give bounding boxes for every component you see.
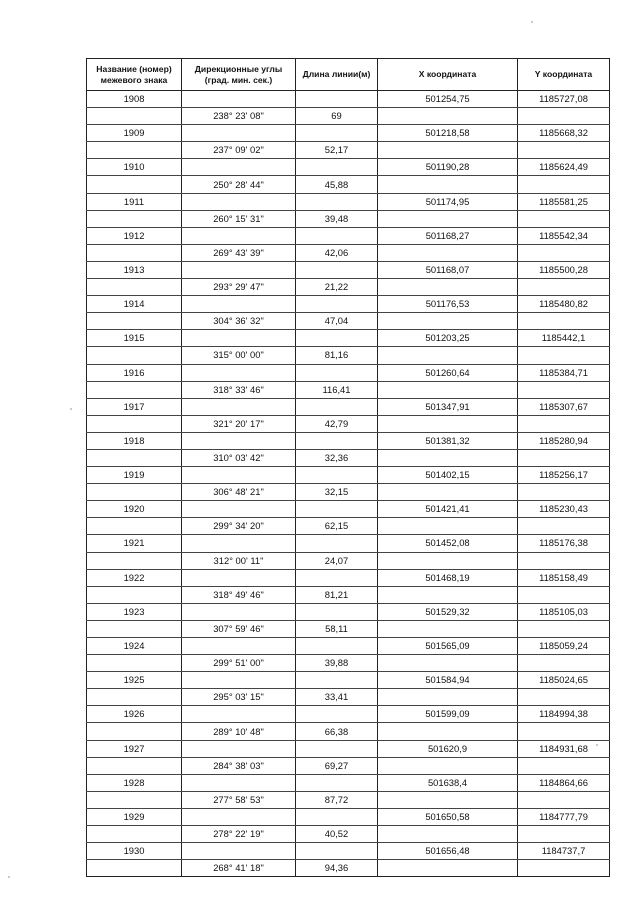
table-row-point <box>87 193 610 210</box>
empty-cell <box>518 655 610 672</box>
marker-name-cell: 1918 <box>87 432 182 449</box>
table-body <box>87 91 610 877</box>
empty-cell <box>87 313 182 330</box>
empty-cell <box>518 210 610 227</box>
y-coordinate-cell: 1185105,03 <box>518 603 610 620</box>
empty-cell <box>518 484 610 501</box>
header-y-coordinate: Y координата <box>518 59 610 91</box>
empty-cell <box>182 706 296 723</box>
direction-angle-cell: 312° 00' 11" <box>182 552 296 569</box>
direction-angle-cell: 318° 33' 46" <box>182 381 296 398</box>
marker-name-cell: 1924 <box>87 638 182 655</box>
scan-speck <box>531 21 533 23</box>
table-header-row <box>87 59 610 91</box>
empty-cell <box>182 159 296 176</box>
table-row-point <box>87 330 610 347</box>
table-row-segment <box>87 381 610 398</box>
direction-angle-cell: 260° 15' 31" <box>182 210 296 227</box>
marker-name-cell: 1919 <box>87 467 182 484</box>
header-direction-angle: Дирекционные углы (град. мин. сек.) <box>182 59 296 91</box>
empty-cell <box>518 586 610 603</box>
marker-name-cell: 1912 <box>87 227 182 244</box>
y-coordinate-cell: 1184994,38 <box>518 706 610 723</box>
empty-cell <box>296 843 378 860</box>
empty-cell <box>378 210 518 227</box>
line-length-cell: 94,36 <box>296 860 378 877</box>
y-coordinate-cell: 1184931,68 <box>518 740 610 757</box>
empty-cell <box>87 689 182 706</box>
table-row-segment <box>87 415 610 432</box>
line-length-cell: 24,07 <box>296 552 378 569</box>
direction-angle-cell: 307° 59' 46" <box>182 620 296 637</box>
direction-angle-cell: 318° 49' 46" <box>182 586 296 603</box>
direction-angle-cell: 321° 20' 17" <box>182 415 296 432</box>
empty-cell <box>182 330 296 347</box>
y-coordinate-cell: 1185668,32 <box>518 125 610 142</box>
line-length-cell: 45,88 <box>296 176 378 193</box>
line-length-cell: 87,72 <box>296 791 378 808</box>
x-coordinate-cell: 501452,08 <box>378 535 518 552</box>
empty-cell <box>296 227 378 244</box>
table-row-segment <box>87 142 610 159</box>
marker-name-cell: 1908 <box>87 91 182 108</box>
direction-angle-cell: 295° 03' 15" <box>182 689 296 706</box>
table-row-segment <box>87 620 610 637</box>
scan-speck <box>70 408 72 410</box>
x-coordinate-cell: 501347,91 <box>378 398 518 415</box>
x-coordinate-cell: 501656,48 <box>378 843 518 860</box>
line-length-cell: 42,79 <box>296 415 378 432</box>
empty-cell <box>378 108 518 125</box>
empty-cell <box>182 843 296 860</box>
empty-cell <box>518 723 610 740</box>
empty-cell <box>182 227 296 244</box>
x-coordinate-cell: 501203,25 <box>378 330 518 347</box>
y-coordinate-cell: 1184864,66 <box>518 774 610 791</box>
y-coordinate-cell: 1185480,82 <box>518 296 610 313</box>
empty-cell <box>378 313 518 330</box>
empty-cell <box>87 757 182 774</box>
empty-cell <box>182 569 296 586</box>
empty-cell <box>378 142 518 159</box>
empty-cell <box>296 91 378 108</box>
empty-cell <box>182 501 296 518</box>
direction-angle-cell: 293° 29' 47" <box>182 279 296 296</box>
x-coordinate-cell: 501638,4 <box>378 774 518 791</box>
empty-cell <box>87 826 182 843</box>
x-coordinate-cell: 501402,15 <box>378 467 518 484</box>
empty-cell <box>87 381 182 398</box>
empty-cell <box>296 501 378 518</box>
line-length-cell: 32,36 <box>296 449 378 466</box>
empty-cell <box>87 620 182 637</box>
empty-cell <box>87 415 182 432</box>
empty-cell <box>378 279 518 296</box>
table-row-segment <box>87 347 610 364</box>
marker-name-cell: 1915 <box>87 330 182 347</box>
x-coordinate-cell: 501168,27 <box>378 227 518 244</box>
empty-cell <box>182 296 296 313</box>
table-row-point <box>87 569 610 586</box>
table-row-segment <box>87 586 610 603</box>
x-coordinate-cell: 501650,58 <box>378 808 518 825</box>
marker-name-cell: 1911 <box>87 193 182 210</box>
empty-cell <box>378 860 518 877</box>
empty-cell <box>182 603 296 620</box>
table-row-point <box>87 364 610 381</box>
table-row-point <box>87 432 610 449</box>
empty-cell <box>378 347 518 364</box>
empty-cell <box>518 518 610 535</box>
empty-cell <box>296 569 378 586</box>
line-length-cell: 47,04 <box>296 313 378 330</box>
direction-angle-cell: 268° 41' 18" <box>182 860 296 877</box>
x-coordinate-cell: 501529,32 <box>378 603 518 620</box>
empty-cell <box>378 415 518 432</box>
table-row-point <box>87 774 610 791</box>
marker-name-cell: 1925 <box>87 672 182 689</box>
direction-angle-cell: 310° 03' 42" <box>182 449 296 466</box>
empty-cell <box>182 193 296 210</box>
direction-angle-cell: 250° 28' 44" <box>182 176 296 193</box>
empty-cell <box>87 279 182 296</box>
x-coordinate-cell: 501168,07 <box>378 261 518 278</box>
line-length-cell: 39,48 <box>296 210 378 227</box>
empty-cell <box>87 210 182 227</box>
marker-name-cell: 1914 <box>87 296 182 313</box>
empty-cell <box>87 244 182 261</box>
empty-cell <box>296 364 378 381</box>
table-row-segment <box>87 860 610 877</box>
line-length-cell: 69 <box>296 108 378 125</box>
marker-name-cell: 1928 <box>87 774 182 791</box>
y-coordinate-cell: 1185158,49 <box>518 569 610 586</box>
table-row-point <box>87 296 610 313</box>
empty-cell <box>518 347 610 364</box>
table-row-point <box>87 467 610 484</box>
empty-cell <box>378 381 518 398</box>
empty-cell <box>296 467 378 484</box>
table-row-point <box>87 91 610 108</box>
table-row-point <box>87 808 610 825</box>
empty-cell <box>182 364 296 381</box>
line-length-cell: 81,21 <box>296 586 378 603</box>
empty-cell <box>378 620 518 637</box>
direction-angle-cell: 278° 22' 19" <box>182 826 296 843</box>
empty-cell <box>378 518 518 535</box>
x-coordinate-cell: 501218,58 <box>378 125 518 142</box>
line-length-cell: 32,15 <box>296 484 378 501</box>
table-row-segment <box>87 791 610 808</box>
empty-cell <box>87 449 182 466</box>
y-coordinate-cell: 1185500,28 <box>518 261 610 278</box>
empty-cell <box>378 244 518 261</box>
x-coordinate-cell: 501599,09 <box>378 706 518 723</box>
empty-cell <box>87 655 182 672</box>
empty-cell <box>296 398 378 415</box>
direction-angle-cell: 299° 51' 00" <box>182 655 296 672</box>
line-length-cell: 42,06 <box>296 244 378 261</box>
empty-cell <box>518 791 610 808</box>
marker-name-cell: 1913 <box>87 261 182 278</box>
scan-speck <box>596 744 598 746</box>
y-coordinate-cell: 1185256,17 <box>518 467 610 484</box>
empty-cell <box>182 808 296 825</box>
marker-name-cell: 1923 <box>87 603 182 620</box>
empty-cell <box>518 449 610 466</box>
y-coordinate-cell: 1185024,65 <box>518 672 610 689</box>
header-marker-name: Название (номер) межевого знака <box>87 59 182 91</box>
x-coordinate-cell: 501421,41 <box>378 501 518 518</box>
empty-cell <box>378 689 518 706</box>
table-row-segment <box>87 518 610 535</box>
marker-name-cell: 1917 <box>87 398 182 415</box>
empty-cell <box>182 398 296 415</box>
table-row-point <box>87 159 610 176</box>
x-coordinate-cell: 501260,64 <box>378 364 518 381</box>
direction-angle-cell: 299° 34' 20" <box>182 518 296 535</box>
x-coordinate-cell: 501174,95 <box>378 193 518 210</box>
empty-cell <box>518 279 610 296</box>
empty-cell <box>518 244 610 261</box>
line-length-cell: 62,15 <box>296 518 378 535</box>
header-line-length: Длина линии(м) <box>296 59 378 91</box>
marker-name-cell: 1916 <box>87 364 182 381</box>
table-row-segment <box>87 313 610 330</box>
empty-cell <box>182 535 296 552</box>
marker-name-cell: 1929 <box>87 808 182 825</box>
x-coordinate-cell: 501620,9 <box>378 740 518 757</box>
table-row-segment <box>87 279 610 296</box>
y-coordinate-cell: 1185280,94 <box>518 432 610 449</box>
empty-cell <box>518 826 610 843</box>
empty-cell <box>296 535 378 552</box>
table-row-point <box>87 740 610 757</box>
direction-angle-cell: 269° 43' 39" <box>182 244 296 261</box>
table-row-segment <box>87 723 610 740</box>
empty-cell <box>296 193 378 210</box>
marker-name-cell: 1920 <box>87 501 182 518</box>
table-row-point <box>87 227 610 244</box>
empty-cell <box>182 125 296 142</box>
x-coordinate-cell: 501190,28 <box>378 159 518 176</box>
table-row-segment <box>87 689 610 706</box>
empty-cell <box>296 330 378 347</box>
empty-cell <box>182 91 296 108</box>
y-coordinate-cell: 1184737,7 <box>518 843 610 860</box>
empty-cell <box>296 808 378 825</box>
empty-cell <box>296 638 378 655</box>
empty-cell <box>378 586 518 603</box>
empty-cell <box>87 860 182 877</box>
empty-cell <box>518 381 610 398</box>
table-row-segment <box>87 449 610 466</box>
empty-cell <box>518 108 610 125</box>
table-row-point <box>87 672 610 689</box>
marker-name-cell: 1926 <box>87 706 182 723</box>
marker-name-cell: 1922 <box>87 569 182 586</box>
marker-name-cell: 1910 <box>87 159 182 176</box>
empty-cell <box>182 467 296 484</box>
empty-cell <box>87 552 182 569</box>
empty-cell <box>182 261 296 278</box>
table-row-point <box>87 125 610 142</box>
table-row-segment <box>87 655 610 672</box>
marker-name-cell: 1909 <box>87 125 182 142</box>
x-coordinate-cell: 501381,32 <box>378 432 518 449</box>
table-row-point <box>87 603 610 620</box>
header-x-coordinate: X координата <box>378 59 518 91</box>
line-length-cell: 58,11 <box>296 620 378 637</box>
table-row-point <box>87 398 610 415</box>
direction-angle-cell: 284° 38' 03" <box>182 757 296 774</box>
table-row-point <box>87 261 610 278</box>
boundary-coordinates-table <box>86 58 610 877</box>
empty-cell <box>87 347 182 364</box>
y-coordinate-cell: 1184777,79 <box>518 808 610 825</box>
empty-cell <box>296 603 378 620</box>
empty-cell <box>378 449 518 466</box>
line-length-cell: 69,27 <box>296 757 378 774</box>
y-coordinate-cell: 1185384,71 <box>518 364 610 381</box>
y-coordinate-cell: 1185176,38 <box>518 535 610 552</box>
table-row-point <box>87 706 610 723</box>
table-row-point <box>87 535 610 552</box>
x-coordinate-cell: 501584,94 <box>378 672 518 689</box>
line-length-cell: 116,41 <box>296 381 378 398</box>
direction-angle-cell: 315° 00' 00" <box>182 347 296 364</box>
y-coordinate-cell: 1185230,43 <box>518 501 610 518</box>
empty-cell <box>518 176 610 193</box>
y-coordinate-cell: 1185727,08 <box>518 91 610 108</box>
empty-cell <box>87 723 182 740</box>
empty-cell <box>518 313 610 330</box>
empty-cell <box>87 791 182 808</box>
empty-cell <box>182 638 296 655</box>
table-row-point <box>87 501 610 518</box>
empty-cell <box>518 860 610 877</box>
empty-cell <box>518 757 610 774</box>
empty-cell <box>87 142 182 159</box>
y-coordinate-cell: 1185307,67 <box>518 398 610 415</box>
line-length-cell: 66,38 <box>296 723 378 740</box>
empty-cell <box>87 484 182 501</box>
y-coordinate-cell: 1185059,24 <box>518 638 610 655</box>
line-length-cell: 52,17 <box>296 142 378 159</box>
empty-cell <box>296 672 378 689</box>
line-length-cell: 39,88 <box>296 655 378 672</box>
line-length-cell: 21,22 <box>296 279 378 296</box>
empty-cell <box>378 176 518 193</box>
x-coordinate-cell: 501176,53 <box>378 296 518 313</box>
empty-cell <box>378 826 518 843</box>
marker-name-cell: 1921 <box>87 535 182 552</box>
empty-cell <box>518 620 610 637</box>
table-row-point <box>87 638 610 655</box>
direction-angle-cell: 304° 36' 32" <box>182 313 296 330</box>
empty-cell <box>518 415 610 432</box>
direction-angle-cell: 289° 10' 48" <box>182 723 296 740</box>
empty-cell <box>378 723 518 740</box>
empty-cell <box>378 791 518 808</box>
marker-name-cell: 1930 <box>87 843 182 860</box>
empty-cell <box>518 552 610 569</box>
x-coordinate-cell: 501565,09 <box>378 638 518 655</box>
table-row-segment <box>87 757 610 774</box>
direction-angle-cell: 238° 23' 08" <box>182 108 296 125</box>
y-coordinate-cell: 1185581,25 <box>518 193 610 210</box>
empty-cell <box>378 757 518 774</box>
empty-cell <box>378 655 518 672</box>
empty-cell <box>87 176 182 193</box>
empty-cell <box>182 774 296 791</box>
y-coordinate-cell: 1185624,49 <box>518 159 610 176</box>
y-coordinate-cell: 1185542,34 <box>518 227 610 244</box>
empty-cell <box>378 552 518 569</box>
empty-cell <box>296 706 378 723</box>
empty-cell <box>296 432 378 449</box>
empty-cell <box>518 142 610 159</box>
line-length-cell: 33,41 <box>296 689 378 706</box>
table-row-segment <box>87 484 610 501</box>
direction-angle-cell: 306° 48' 21" <box>182 484 296 501</box>
line-length-cell: 81,16 <box>296 347 378 364</box>
direction-angle-cell: 237° 09' 02" <box>182 142 296 159</box>
y-coordinate-cell: 1185442,1 <box>518 330 610 347</box>
table-row-segment <box>87 552 610 569</box>
line-length-cell: 40,52 <box>296 826 378 843</box>
table-row-point <box>87 843 610 860</box>
empty-cell <box>296 774 378 791</box>
marker-name-cell: 1927 <box>87 740 182 757</box>
scan-speck <box>8 876 10 878</box>
empty-cell <box>182 672 296 689</box>
direction-angle-cell: 277° 58' 53" <box>182 791 296 808</box>
empty-cell <box>87 108 182 125</box>
empty-cell <box>182 740 296 757</box>
table-row-segment <box>87 826 610 843</box>
empty-cell <box>87 586 182 603</box>
empty-cell <box>378 484 518 501</box>
table-row-segment <box>87 244 610 261</box>
table-row-segment <box>87 210 610 227</box>
empty-cell <box>296 261 378 278</box>
x-coordinate-cell: 501468,19 <box>378 569 518 586</box>
empty-cell <box>296 125 378 142</box>
empty-cell <box>296 296 378 313</box>
empty-cell <box>296 740 378 757</box>
table-row-segment <box>87 176 610 193</box>
empty-cell <box>518 689 610 706</box>
table-row-segment <box>87 108 610 125</box>
empty-cell <box>182 432 296 449</box>
empty-cell <box>87 518 182 535</box>
x-coordinate-cell: 501254,75 <box>378 91 518 108</box>
empty-cell <box>296 159 378 176</box>
